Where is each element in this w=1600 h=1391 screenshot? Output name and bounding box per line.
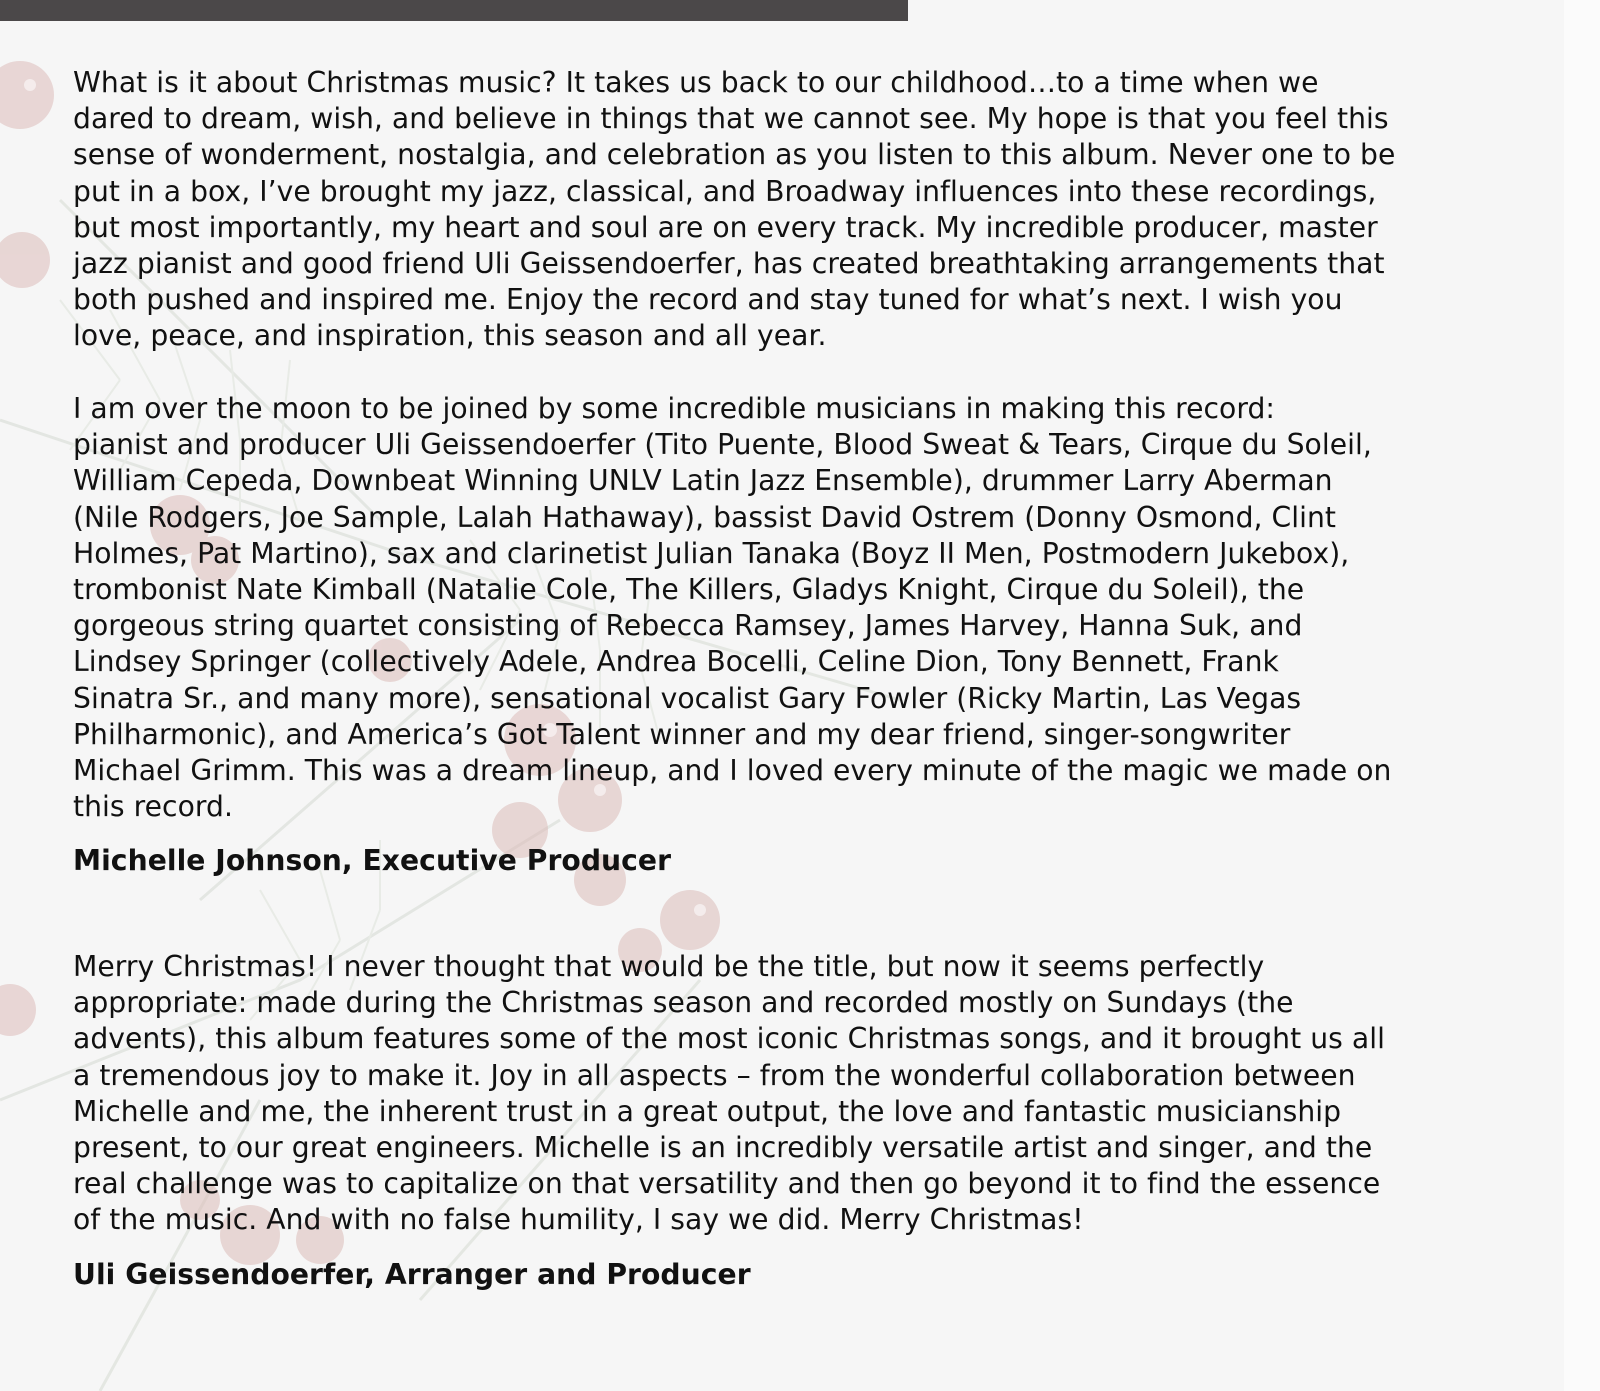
musicians-paragraph: I am over the moon to be joined by some incredible musicians in making this record: pianist and producer Uli Geissendoerfer (Tito Puente, Blood Sweat & Tears, Cirque du Soleil, William Cepeda, Downbeat Winning UNLV Latin Jazz Ensemble), drummer Larry Aberman (Nile Rodgers, Joe Sample, Lalah Hathaway), bassist David Ostrem (Donny Osmond, Clint Holmes, Pat Martino), sax and clarinetist Julian Tanaka (Boyz II Men, Postmodern Jukebox), trombonist Nate Kimball (Natalie Cole, The Killers, Gladys Knight, Cirque du Soleil), the gorgeous string quartet consisting of Rebecca Ramsey, James Harvey, Hanna Suk, and Lindsey Springer (collectively Adele, Andrea Bocelli, Celine Dion, Tony Bennett, Frank Sinatra Sr., and many more), sensational vocalist Gary Fowler (Ricky Martin, Las Vegas Philharmonic), and America’s Got Talent winner and my dear friend, singer-songwriter Michael Grimm. This was a dream lineup, and I loved every minute of the magic we made on this record.	[73, 392, 1392, 824]
header-bar	[0, 0, 908, 21]
executive-producer-signature: Michelle Johnson, Executive Producer	[73, 844, 672, 877]
intro-paragraph: What is it about Christmas music? It takes us back to our childhood…to a time when we dared to dream, wish, and believe in things that we cannot see. My hope is that you feel this sense of wonderment, nostalgia, and celebration as you listen to this album. Never one to be put in a box, I’ve brought my jazz, classical, and Broadway influences into these recordings, but most importantly, my heart and soul are on every track. My incredible producer, master jazz pianist and good friend Uli Geissendoerfer, has created breathtaking arrangements that both pushed and inspired me. Enjoy the record and stay tuned for what’s next. I wish you love, peace, and inspiration, this season and all year.	[73, 66, 1396, 353]
page-edge	[1564, 0, 1600, 1391]
producer-paragraph: Merry Christmas! I never thought that would be the title, but now it seems perfectly appropriate: made during the Christmas season and recorded mostly on Sundays (the advents), this album features some of the most iconic Christmas songs, and it brought us all a tremendous joy to make it. Joy in all aspects – from the wonderful collaboration between Michelle and me, the inherent trust in a great output, the love and fantastic musicianship present, to our great engineers. Michelle is an incredibly versatile artist and singer, and the real challenge was to capitalize on that versatility and then go beyond it to find the essence of the music. And with no false humility, I say we did. Merry Christmas!	[73, 950, 1385, 1237]
arranger-signature: Uli Geissendoerfer, Arranger and Producer	[73, 1258, 751, 1291]
